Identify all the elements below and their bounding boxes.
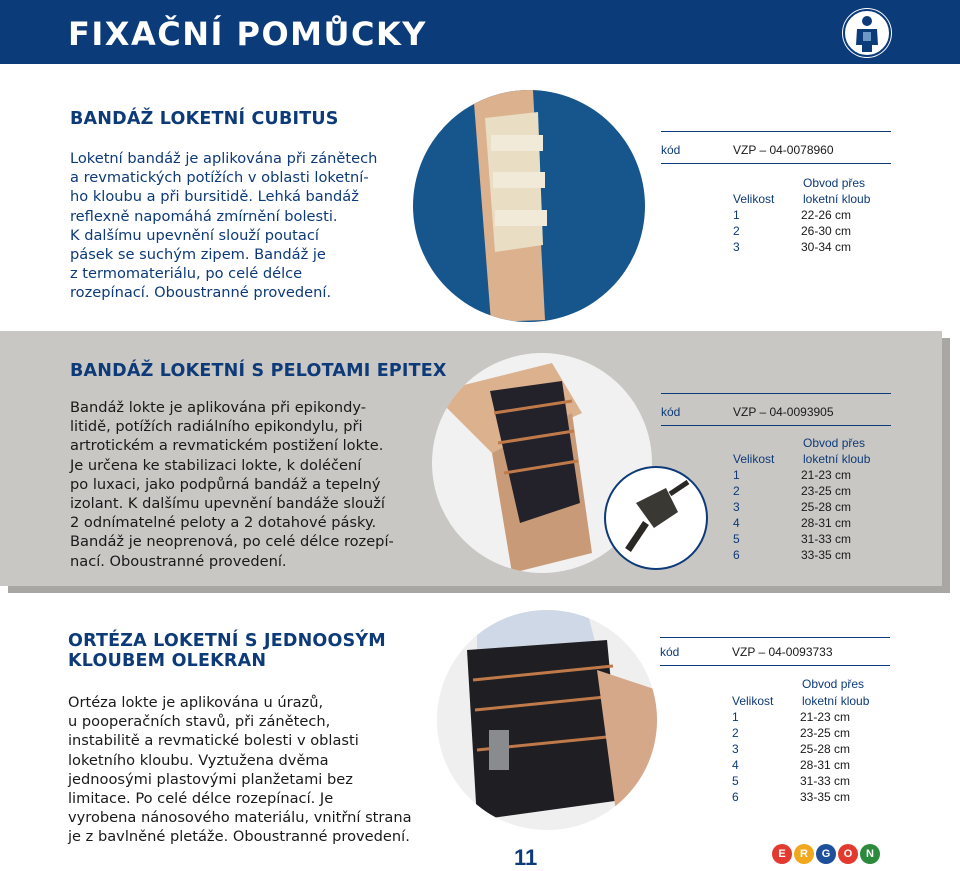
product-code: VZP – 04-0093733 — [732, 645, 833, 659]
size-value: 5 — [733, 532, 740, 546]
person-icon — [842, 8, 892, 58]
size-range: 33-35 cm — [800, 790, 851, 804]
code-label: kód — [660, 645, 680, 659]
circumference-header: Obvod přes — [803, 176, 866, 190]
size-value: 3 — [733, 240, 740, 254]
size-value: 2 — [733, 224, 740, 238]
size-range: 21-23 cm — [801, 468, 852, 482]
page-number: 11 — [514, 845, 538, 870]
size-value: 2 — [732, 726, 739, 740]
size-range: 30-34 cm — [801, 240, 852, 254]
size-value: 4 — [733, 516, 740, 530]
product-spec — [661, 393, 891, 573]
circumference-header: Obvod přes — [802, 677, 865, 691]
logo-letter: E — [772, 844, 792, 864]
size-value: 2 — [733, 484, 740, 498]
size-range: 21-23 cm — [800, 710, 851, 724]
circumference-header: Obvod přes — [803, 436, 866, 450]
size-range: 25-28 cm — [801, 500, 852, 514]
divider — [660, 637, 890, 638]
product-code: VZP – 04-0078960 — [733, 143, 834, 157]
size-range: 31-33 cm — [801, 532, 852, 546]
logo-letter: N — [860, 844, 880, 864]
product-description: Ortéza lokte je aplikována u úrazů, u pooperačních stavů, při zánětech, instabilitě a revmatické bolesti v oblasti loketního kloubu. Vyztužena dvěma jednoosými plastovými planžetami bez limitace. Po celé délce rozepínací. Je vyrobena nánosového materiálu, vnitřní strana je z bavlněné pletáže. Oboustranné provedení. — [68, 694, 412, 846]
size-value: 3 — [732, 742, 739, 756]
code-label: kód — [661, 143, 681, 157]
divider — [660, 665, 890, 666]
product-description: Loketní bandáž je aplikována při zánětech a revmatických potížích v oblasti loketní- ho kloubu a při bursitidě. Lehká bandáž reflexně napomáhá zmírnění bolesti. K dalšímu upevnění slouží poutací pásek se suchým zipem. Bandáž je z termomateriálu, po celé délce rozepínací. Oboustranné provedení. — [70, 150, 378, 302]
size-value: 5 — [732, 774, 739, 788]
size-value: 6 — [733, 548, 740, 562]
size-range: 33-35 cm — [801, 548, 852, 562]
size-range: 25-28 cm — [800, 742, 851, 756]
logo-letter: R — [794, 844, 814, 864]
circumference-header: loketní kloub — [803, 192, 871, 206]
size-header: Velikost — [733, 192, 775, 206]
size-range: 28-31 cm — [801, 516, 852, 530]
product-title: BANDÁŽ LOKETNÍ S PELOTAMI EPITEX — [70, 361, 447, 381]
size-header: Velikost — [733, 452, 775, 466]
size-header: Velikost — [732, 694, 774, 708]
size-value: 4 — [732, 758, 739, 772]
product-spec — [661, 131, 891, 266]
logo-letter: O — [838, 844, 858, 864]
size-range: 31-33 cm — [800, 774, 851, 788]
size-range: 26-30 cm — [801, 224, 852, 238]
circumference-header: loketní kloub — [803, 452, 871, 466]
page-title: FIXAČNÍ POMŮCKY — [68, 15, 427, 53]
size-range: 28-31 cm — [800, 758, 851, 772]
logo-letter: G — [816, 844, 836, 864]
product-spec — [660, 637, 890, 807]
product-title: BANDÁŽ LOKETNÍ CUBITUS — [70, 109, 339, 129]
product-photo — [437, 610, 657, 830]
size-value: 1 — [733, 208, 740, 222]
product-code: VZP – 04-0093905 — [733, 405, 834, 419]
divider — [661, 131, 891, 132]
divider — [661, 425, 891, 426]
size-value: 6 — [732, 790, 739, 804]
divider — [661, 163, 891, 164]
size-value: 3 — [733, 500, 740, 514]
size-range: 23-25 cm — [801, 484, 852, 498]
size-value: 1 — [733, 468, 740, 482]
page-header — [0, 0, 960, 64]
product-title: ORTÉZA LOKETNÍ S JEDNOOSÝM KLOUBEM OLEKRAN — [68, 631, 386, 671]
circumference-header: loketní kloub — [802, 694, 870, 708]
size-range: 22-26 cm — [801, 208, 852, 222]
size-range: 23-25 cm — [800, 726, 851, 740]
divider — [661, 393, 891, 394]
code-label: kód — [661, 405, 681, 419]
size-value: 1 — [732, 710, 739, 724]
product-photo — [413, 90, 645, 322]
product-description: Bandáž lokte je aplikována při epikondy- litidě, potížích radiálního epikondylu, při artrotickém a revmatickém postižení lokte. Je určena ke stabilizaci lokte, k doléčení po luxaci, jako podpůrná bandáž a tepelný izolant. K dalšímu upevnění bandáže slouží 2 odnímatelné peloty a 2 dotahové pásky. Bandáž je neoprenová, po celé délce rozepí- nací. Oboustranné provedení. — [70, 399, 394, 570]
